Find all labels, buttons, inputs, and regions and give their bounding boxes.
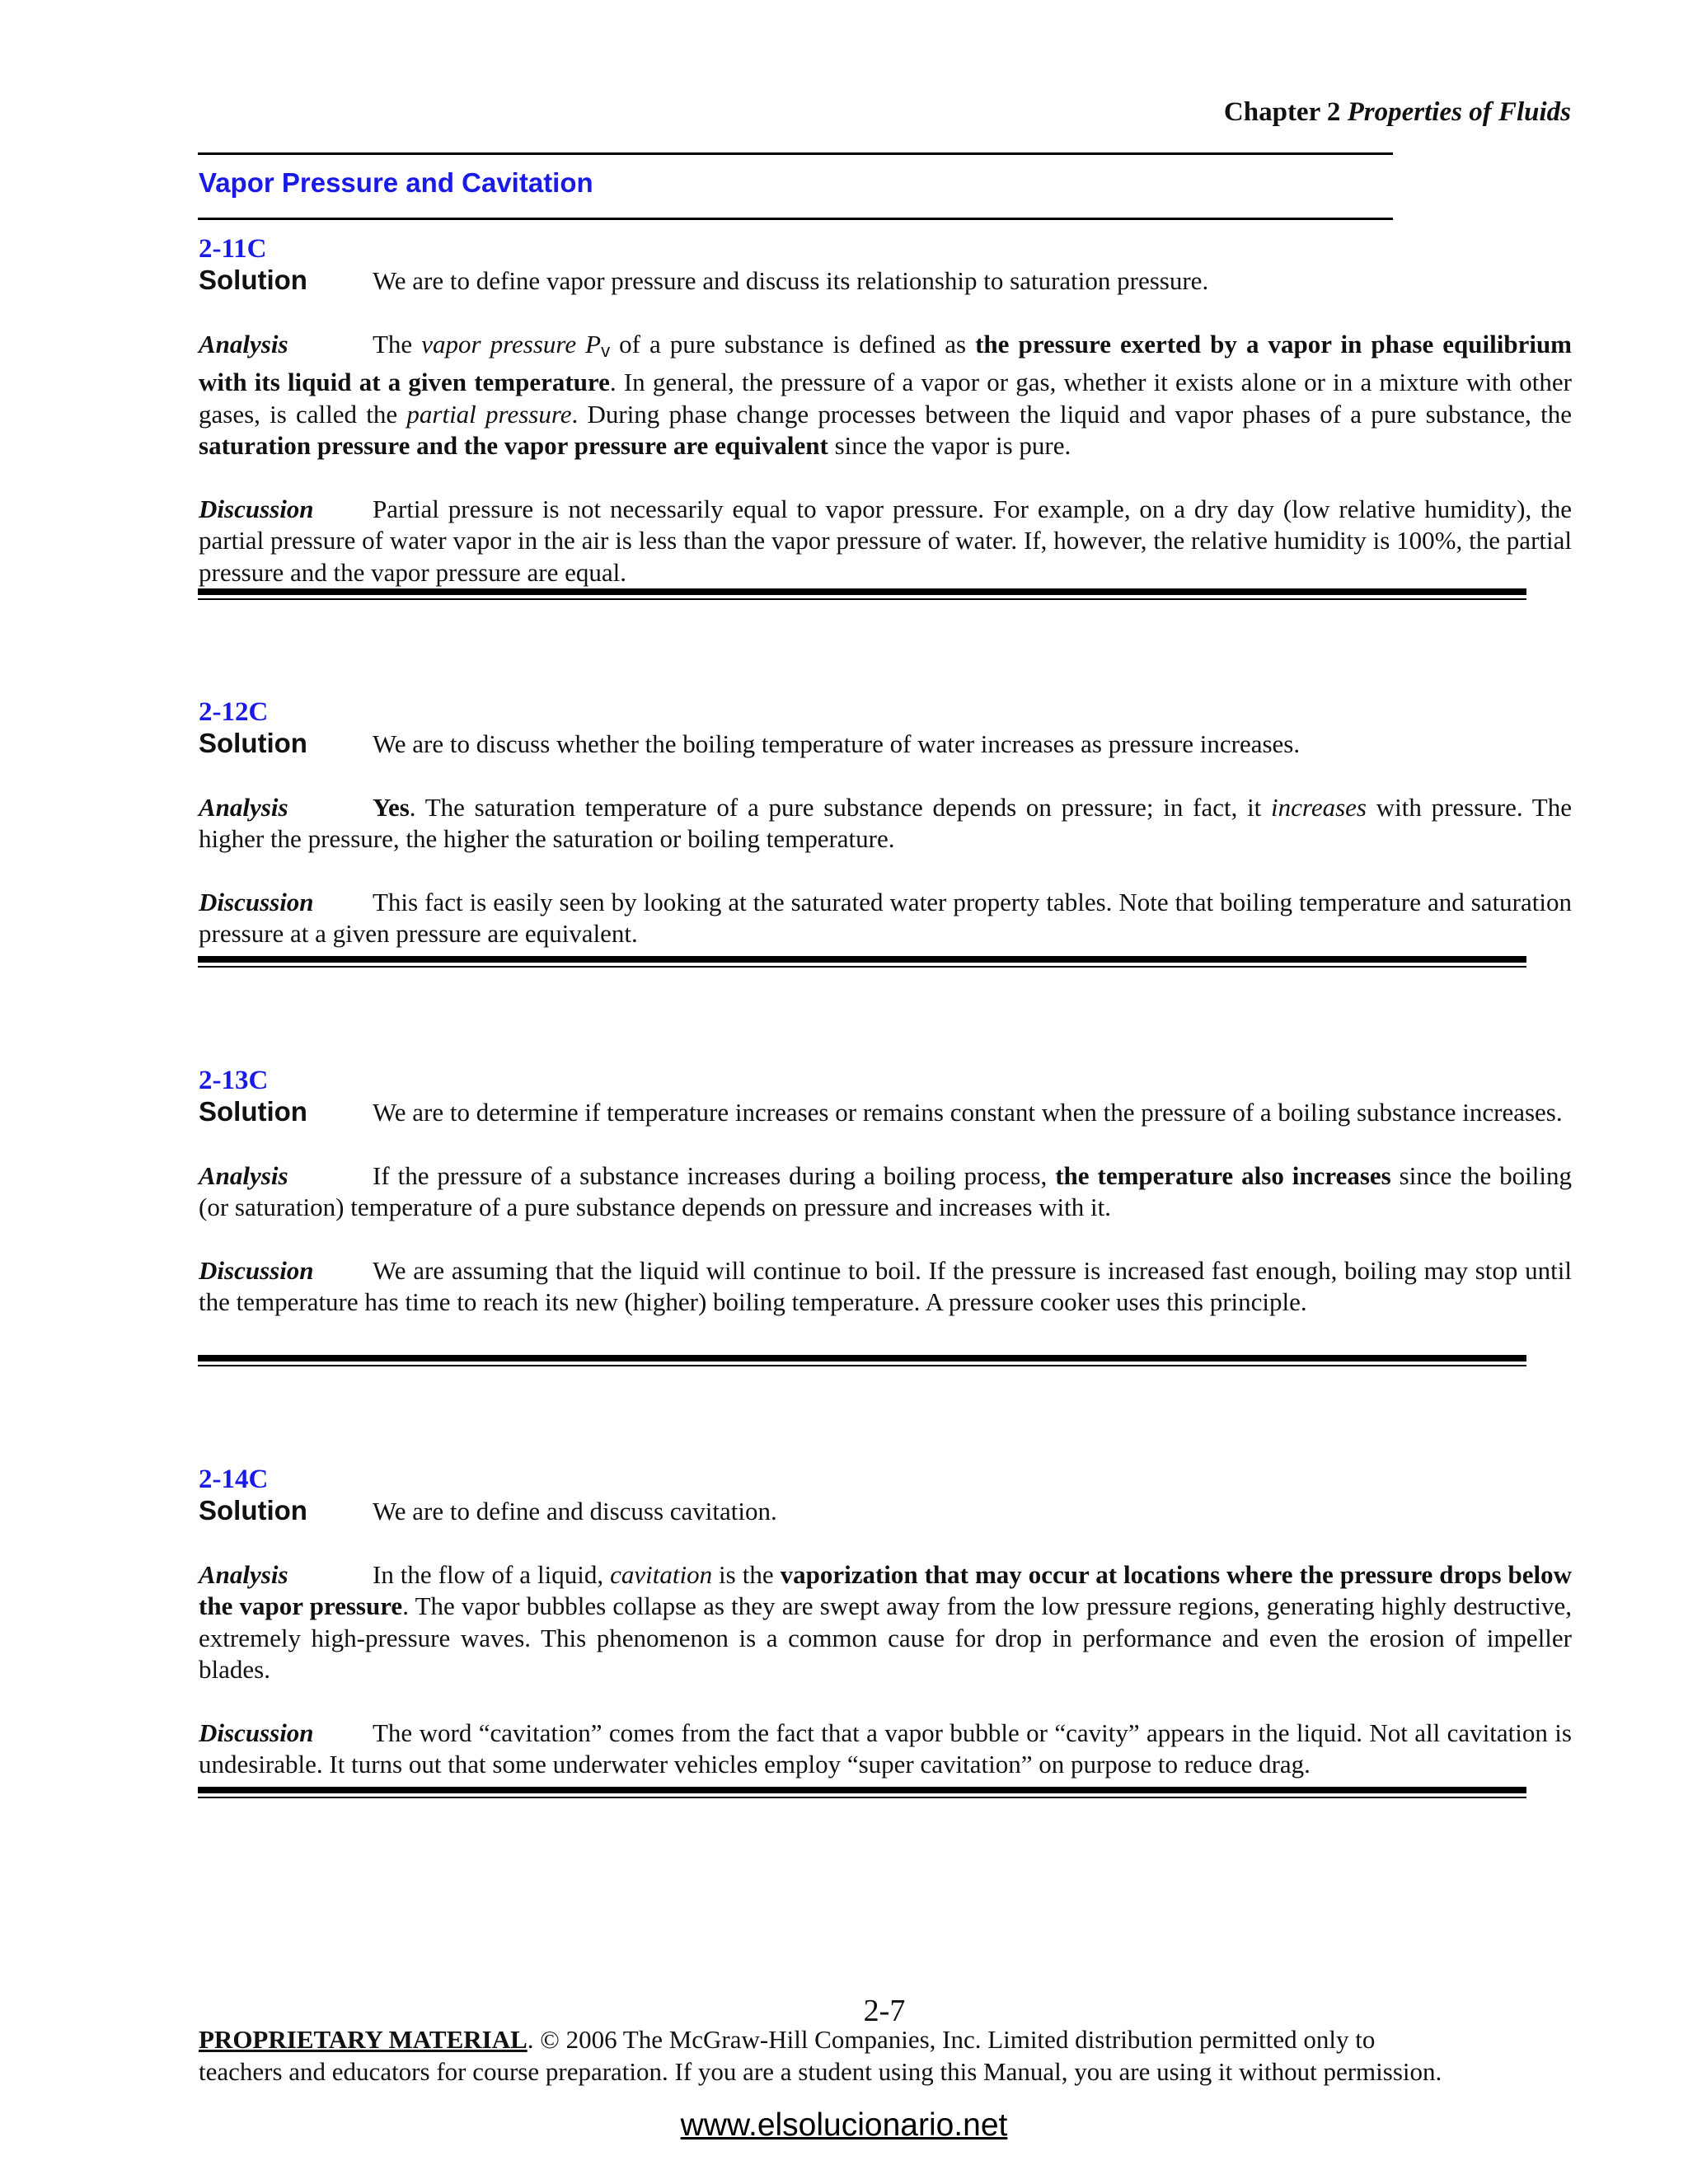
discussion-text: We are assuming that the liquid will continue to boil. If the pressure is increased fast enough, boiling may stop until the temperature has time to reach its new (higher) boiling temperature. A pressure cooker uses this principle. xyxy=(199,1255,1572,1316)
text-run: The xyxy=(373,329,422,359)
discussion-label: Discussion xyxy=(199,494,314,523)
italic-run: partial pressure xyxy=(406,399,572,429)
section-title: Vapor Pressure and Cavitation xyxy=(199,167,593,198)
discussion-text: The word “cavitation” comes from the fact that a vapor bubble or “cavity” appears in the liquid. Not all cavitation is undesirable. It turns out that some underwater vehicles employ “super cavitation” on purpose to reduce drag. xyxy=(199,1718,1572,1779)
problem-end-rule xyxy=(198,956,1526,968)
watermark-link[interactable]: www.elsolucionario.net xyxy=(680,2107,1008,2143)
analysis-paragraph xyxy=(199,329,1572,462)
problem-number: 2-12C xyxy=(199,697,269,727)
proprietary-label: PROPRIETARY MATERIAL xyxy=(199,2025,528,2054)
chapter-prefix: Chapter 2 xyxy=(1223,97,1341,127)
discussion-text: Partial pressure is not necessarily equal to vapor pressure. For example, on a dry day (low relative humidity), the partial pressure of water vapor in the air is less than the vapor pressure of water. If, however, the relative humidity is 100%, the partial pressure and the vapor pressure are equal. xyxy=(199,494,1572,587)
discussion-paragraph xyxy=(199,1255,1572,1319)
solution-text: We are to discuss whether the boiling temperature of water increases as pressure increases. xyxy=(373,729,1301,758)
discussion-label: Discussion xyxy=(199,1255,314,1285)
text-run: . The vapor bubbles collapse as they are swept away from the low pressure regions, generating highly destructive, extremely high-pressure waves. This phenomenon is a common cause for drop in performance and even the erosion of impeller blades. xyxy=(199,1591,1572,1684)
problem-2-14c xyxy=(199,1464,1572,1781)
footer-line-2: teachers and educators for course preparation. If you are a student using this Manual, you are using it without permission. xyxy=(199,2057,1442,2086)
section-rule-bottom xyxy=(198,218,1393,220)
text-run: In the flow of a liquid, xyxy=(373,1559,611,1589)
problem-end-rule xyxy=(198,588,1526,600)
discussion-paragraph xyxy=(199,1718,1572,1781)
text-run: since the vapor is pure. xyxy=(828,431,1071,460)
italic-run: vapor pressure P xyxy=(421,329,602,359)
problem-number: 2-14C xyxy=(199,1465,269,1494)
solution-label: Solution xyxy=(199,728,307,758)
problem-end-rule xyxy=(198,1355,1526,1366)
analysis-label: Analysis xyxy=(199,1559,288,1589)
solution-label: Solution xyxy=(199,1096,307,1127)
footer-line-1: . © 2006 The McGraw-Hill Companies, Inc. Limited distribution permitted only to xyxy=(527,2025,1376,2054)
copyright-footer xyxy=(199,2023,1600,2088)
problem-number: 2-13C xyxy=(199,1066,269,1095)
bold-run: saturation pressure and the vapor pressure are equivalent xyxy=(199,431,828,460)
analysis-label: Analysis xyxy=(199,792,288,822)
problem-2-11c xyxy=(199,233,1572,588)
discussion-label: Discussion xyxy=(199,1718,314,1747)
text-run: since the boiling (or saturation) temperature of a pure substance depends on pressure and increases with it. xyxy=(199,1160,1572,1221)
problem-2-13c xyxy=(199,1065,1572,1319)
discussion-label: Discussion xyxy=(199,887,314,916)
subscript: v xyxy=(601,340,611,361)
bold-run: vaporization that may occur at locations where the pressure drops below the vapor pressure xyxy=(199,1559,1572,1620)
discussion-paragraph xyxy=(199,887,1572,950)
solution-paragraph xyxy=(199,728,1572,761)
text-run: . During phase change processes between the liquid and vapor phases of a pure substance, the xyxy=(571,399,1572,429)
italic-run: increases xyxy=(1271,792,1367,822)
solution-paragraph xyxy=(199,265,1572,298)
page-number: 2-7 xyxy=(863,1994,906,2028)
text-run: is the xyxy=(712,1559,781,1589)
solution-label: Solution xyxy=(199,1495,307,1526)
problem-number: 2-11C xyxy=(199,234,267,264)
analysis-label: Analysis xyxy=(199,329,288,359)
solution-text: We are to determine if temperature increases or remains constant when the pressure of a boiling substance increases. xyxy=(373,1098,1563,1127)
analysis-paragraph xyxy=(199,792,1572,855)
text-run: of a pure substance is defined as xyxy=(610,329,976,359)
text-run: If the pressure of a substance increases during a boiling process, xyxy=(373,1160,1056,1190)
chapter-title: Properties of Fluids xyxy=(1347,97,1571,127)
analysis-label: Analysis xyxy=(199,1160,288,1190)
text-run: . The saturation temperature of a pure substance depends on pressure; in fact, it xyxy=(409,792,1272,822)
discussion-text: This fact is easily seen by looking at the saturated water property tables. Note that boiling temperature and saturation pressure at a given pressure are equivalent. xyxy=(199,887,1572,948)
solution-paragraph xyxy=(199,1495,1572,1528)
problem-2-12c xyxy=(199,696,1572,950)
analysis-paragraph xyxy=(199,1559,1572,1686)
solution-paragraph xyxy=(199,1096,1572,1129)
chapter-header xyxy=(1224,97,1571,128)
analysis-paragraph xyxy=(199,1160,1572,1224)
discussion-paragraph xyxy=(199,494,1572,589)
bold-run: the temperature also increases xyxy=(1055,1160,1391,1190)
bold-run: Yes xyxy=(373,792,410,822)
solution-text: We are to define vapor pressure and discuss its relationship to saturation pressure. xyxy=(373,266,1209,295)
text-run: with pressure. The higher the pressure, the higher the saturation or boiling temperature. xyxy=(199,792,1573,853)
section-rule-top xyxy=(198,152,1393,155)
problem-end-rule xyxy=(198,1787,1526,1798)
solution-text: We are to define and discuss cavitation. xyxy=(373,1497,777,1526)
bold-run: the pressure exerted by a vapor in phase equilibrium with its liquid at a given temperature xyxy=(199,329,1573,396)
text-run: . In general, the pressure of a vapor or gas, whether it exists alone or in a mixture with other gases, is called the xyxy=(199,368,1573,429)
solution-label: Solution xyxy=(199,265,307,295)
italic-run: cavitation xyxy=(610,1559,713,1589)
